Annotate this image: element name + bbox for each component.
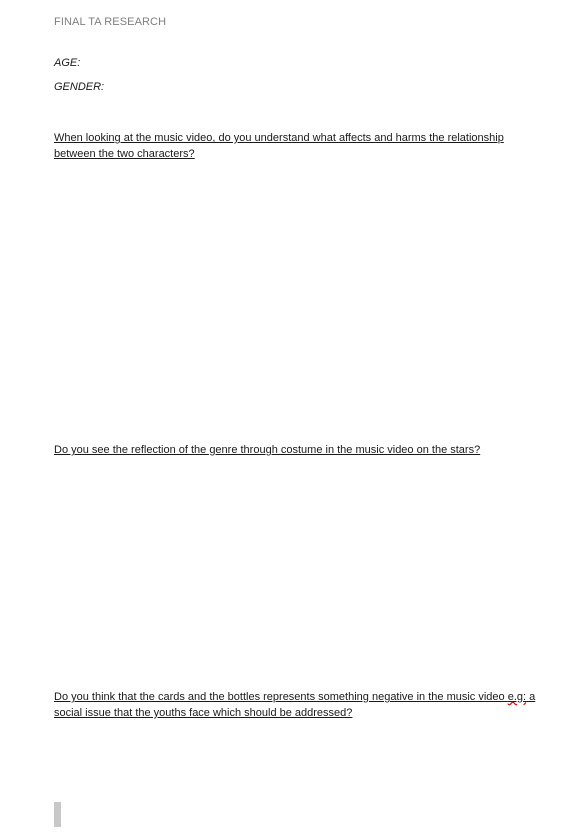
- spellcheck-flagged-word[interactable]: e.g:: [507, 691, 527, 703]
- question-3: [54, 689, 544, 721]
- gender-field-label: GENDER:: [54, 81, 105, 93]
- question-2: Do you see the reflection of the genre through costume in the music video on the stars?: [54, 444, 481, 456]
- question-3-text-end: a social issue that the youths face which should be addressed?: [54, 691, 536, 719]
- question-1: When looking at the music video, do you understand what affects and harms the relationship between the two characters?: [54, 132, 504, 160]
- text-cursor-marker: [54, 802, 61, 827]
- document-header: FINAL TA RESEARCH: [54, 16, 167, 28]
- age-field-label: AGE:: [54, 57, 81, 69]
- question-3-text-start: Do you think that the cards and the bottles represents something negative in the music video: [54, 691, 508, 703]
